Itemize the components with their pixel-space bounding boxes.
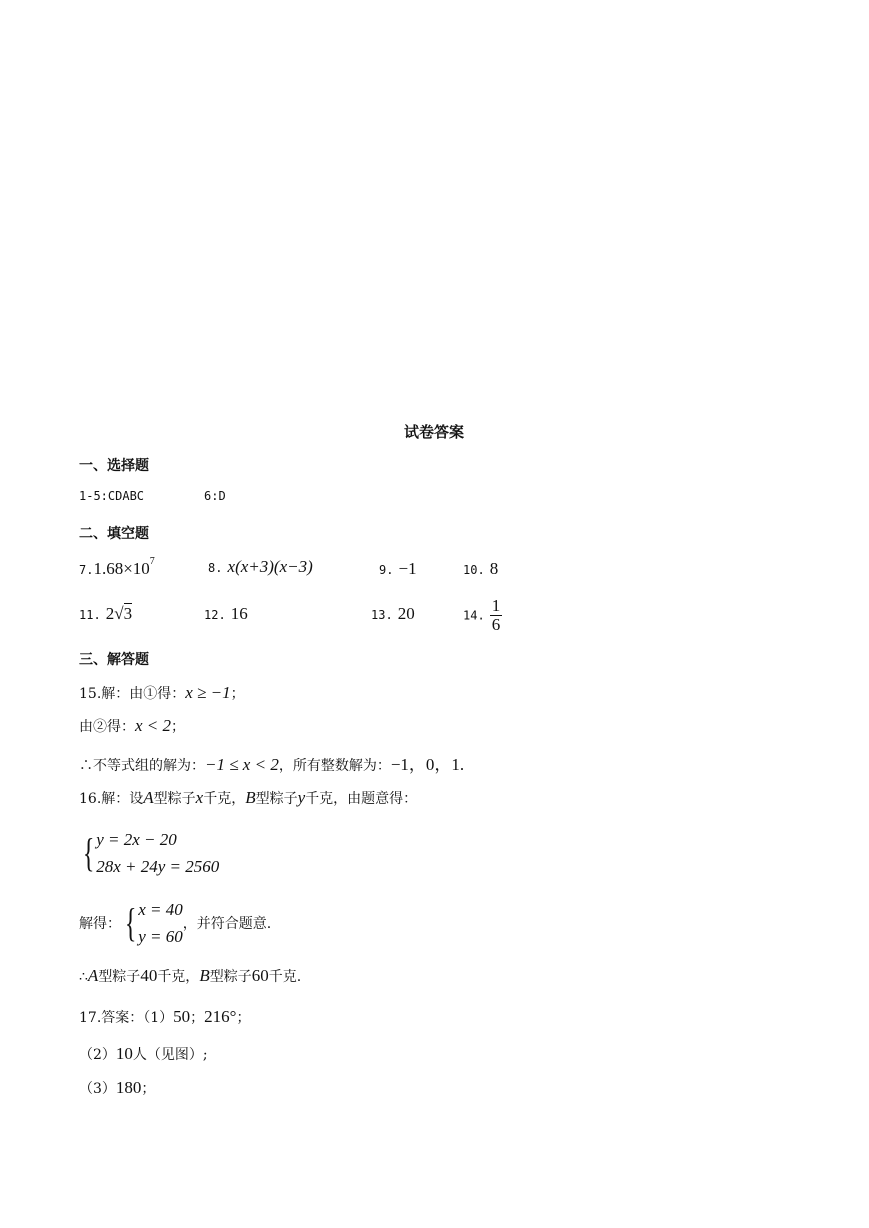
q17-line2-a: （2） [79,1047,116,1063]
left-brace: { [82,830,95,875]
answer-q14 [463,597,502,634]
q16-concl-b: 型粽子 [98,969,141,985]
q16-concl-40: 40 [140,966,158,985]
q16-solution-end: ，并符合题意. [182,916,272,932]
q17-sep: ； [190,1010,205,1026]
q15-line2-math: x < 2 [135,716,172,735]
q16-line1-a: 16.解：设 [79,791,144,807]
q17-value-1: 50 [173,1007,191,1026]
answer-q8 [208,557,313,577]
q17-line2-b: 人（见图）; [132,1047,208,1063]
answer-q7 [79,556,155,579]
q15-line2-end: ； [171,719,186,735]
q16-equation-system [79,826,219,880]
answer-q9 [379,559,417,579]
q7-base: 1.68×10 [93,559,150,578]
q7-exponent: 7 [149,556,155,567]
q17-line1 [79,1007,250,1027]
q16-concl-e: 千克. [268,969,302,985]
q14-number: 14. [463,608,485,623]
q17-line1-end: ； [236,1010,251,1026]
q14-denominator: 6 [491,614,501,634]
q16-var-A: A [143,788,154,807]
q12-number: 12. [204,608,226,622]
page-title: 试卷答案 [404,423,465,441]
q17-line2-value: 10 [115,1044,133,1063]
q16-solution [79,896,271,950]
choice-answers-1-5: 1-5:CDABC [79,489,145,503]
q17-value-2: 216° [204,1007,237,1026]
q17-line3-value: 180 [115,1078,142,1097]
q9-value: −1 [398,559,417,578]
q17-line1-a: 17.答案：（1） [79,1010,174,1026]
therefore-symbol: ∴ [79,969,88,985]
q16-concl-60: 60 [251,966,269,985]
q15-line1-math: x ≥ −1 [185,683,231,702]
q16-conclusion [79,966,301,986]
q8-number: 8. [208,561,223,575]
q15-line3-mid: ，所有整数解为： [278,758,391,774]
q16-line1 [79,788,417,808]
q15-line1-text: 15.解：由①得： [79,686,186,702]
q15-line3-text: ∴不等式组的解为： [79,758,205,774]
q15-line3-values: −1，0，1. [390,755,465,774]
q16-var-B: B [245,788,256,807]
q15-line1-end: ； [230,686,245,702]
q14-fraction [490,597,503,634]
q17-line3 [79,1078,155,1098]
sqrt-symbol: √ [114,604,124,623]
answer-q10 [463,559,498,579]
q16-solution-label: 解得： [79,916,121,932]
choice-answer-6: 6:D [204,489,226,503]
q16-concl-B: B [199,966,210,985]
q9-number: 9. [379,563,394,577]
q16-var-x: x [195,788,204,807]
q15-line2 [79,716,185,736]
q16-concl-d: 型粽子 [209,969,252,985]
q15-line3 [79,750,464,775]
q12-value: 16 [230,604,248,623]
q17-line2 [79,1044,208,1064]
q16-concl-c: 千克， [157,969,200,985]
q13-value: 20 [397,604,415,623]
left-brace: { [124,900,137,945]
q14-numerator: 1 [491,596,501,615]
q10-number: 10. [463,563,485,577]
answer-q13 [371,604,415,624]
q16-concl-A: A [87,966,99,985]
q15-line2-text: 由②得： [79,719,135,735]
section-heading-fill: 二、填空题 [79,526,149,542]
q11-coefficient: 2 [105,604,115,623]
q10-value: 8 [489,559,499,578]
q17-line3-b: ； [141,1081,156,1097]
q16-line1-d: 型粽子 [255,791,298,807]
q16-var-y: y [297,788,306,807]
section-heading-solve: 三、解答题 [79,652,149,668]
q15-line1 [79,683,245,703]
q16-equation-1: y = 2x − 20 [96,830,177,849]
q11-radicand: 3 [123,604,133,623]
q16-line1-b: 型粽子 [153,791,196,807]
answer-q12 [204,604,248,624]
q17-line3-a: （3） [79,1081,116,1097]
section-heading-choice: 一、选择题 [79,458,149,474]
q15-line3-math: −1 ≤ x < 2 [205,755,279,774]
q11-number: 11. [79,608,101,622]
q8-expression: x(x+3)(x−3) [227,557,313,576]
q16-line1-e: 千克，由题意得： [305,791,418,807]
answer-q11 [79,604,132,624]
q16-solution-y: y = 60 [138,927,183,946]
q16-solution-x: x = 40 [138,900,183,919]
q7-number: 7. [79,563,94,577]
q13-number: 13. [371,608,393,622]
q16-equation-2: 28x + 24y = 2560 [96,857,220,876]
q16-line1-c: 千克， [203,791,246,807]
